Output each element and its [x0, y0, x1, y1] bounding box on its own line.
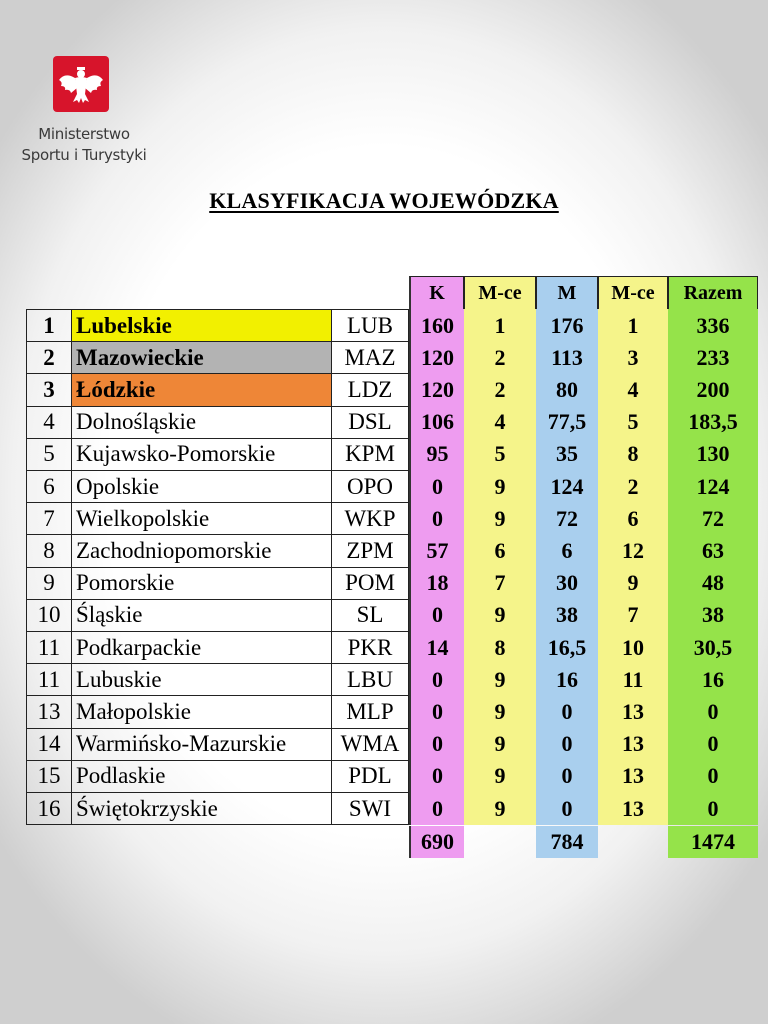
row-k-place: 9	[464, 728, 536, 761]
row-m-place: 13	[598, 728, 668, 761]
row-total: 233	[668, 341, 758, 374]
row-k-place: 5	[464, 438, 536, 471]
row-m-points: 16,5	[536, 631, 598, 664]
row-m-points: 35	[536, 438, 598, 471]
row-k-place: 9	[464, 599, 536, 632]
row-k-points: 120	[409, 373, 464, 406]
polish-eagle-emblem-icon	[53, 56, 109, 112]
row-k-place: 9	[464, 663, 536, 696]
row-region-name: Kujawsko-Pomorskie	[71, 438, 332, 471]
row-rank: 15	[26, 760, 72, 793]
row-region-code: POM	[331, 567, 409, 600]
row-total: 336	[668, 309, 758, 342]
row-rank: 5	[26, 438, 72, 471]
row-m-place: 4	[598, 373, 668, 406]
row-total: 16	[668, 663, 758, 696]
row-m-place: 11	[598, 663, 668, 696]
row-k-points: 0	[409, 728, 464, 761]
row-region-name: Zachodniopomorskie	[71, 534, 332, 567]
header-m-place: M-ce	[598, 276, 668, 310]
row-total: 38	[668, 599, 758, 632]
row-region-name: Wielkopolskie	[71, 502, 332, 535]
row-m-points: 16	[536, 663, 598, 696]
row-k-place: 9	[464, 760, 536, 793]
row-total: 0	[668, 760, 758, 793]
row-m-points: 0	[536, 695, 598, 728]
row-region-code: DSL	[331, 406, 409, 439]
row-k-place: 7	[464, 567, 536, 600]
row-region-code: MLP	[331, 695, 409, 728]
row-region-name: Podlaskie	[71, 760, 332, 793]
row-rank: 2	[26, 341, 72, 374]
ministry-logo-text	[4, 124, 164, 166]
row-k-place: 2	[464, 341, 536, 374]
row-m-points: 124	[536, 470, 598, 503]
row-total: 0	[668, 792, 758, 825]
row-region-code: WMA	[331, 728, 409, 761]
row-k-points: 0	[409, 695, 464, 728]
row-rank: 4	[26, 406, 72, 439]
row-m-place: 13	[598, 695, 668, 728]
row-m-points: 6	[536, 534, 598, 567]
row-m-place: 9	[598, 567, 668, 600]
row-total: 200	[668, 373, 758, 406]
row-region-name: Lubuskie	[71, 663, 332, 696]
row-m-place: 1	[598, 309, 668, 342]
row-region-name: Pomorskie	[71, 567, 332, 600]
row-total: 30,5	[668, 631, 758, 664]
row-k-place: 1	[464, 309, 536, 342]
header-k: K	[409, 276, 464, 310]
row-rank: 11	[26, 663, 72, 696]
row-m-points: 0	[536, 760, 598, 793]
row-k-place: 8	[464, 631, 536, 664]
row-k-points: 0	[409, 470, 464, 503]
row-k-points: 0	[409, 760, 464, 793]
row-rank: 1	[26, 309, 72, 342]
row-region-code: SWI	[331, 792, 409, 825]
row-region-code: ZPM	[331, 534, 409, 567]
row-m-place: 10	[598, 631, 668, 664]
row-region-code: MAZ	[331, 341, 409, 374]
row-total: 124	[668, 470, 758, 503]
row-k-points: 0	[409, 502, 464, 535]
row-total: 63	[668, 534, 758, 567]
row-k-points: 0	[409, 599, 464, 632]
ministry-line-2: Sportu i Turystyki	[21, 146, 147, 164]
row-total: 130	[668, 438, 758, 471]
row-rank: 7	[26, 502, 72, 535]
row-rank: 6	[26, 470, 72, 503]
row-region-name: Śląskie	[71, 599, 332, 632]
row-rank: 16	[26, 792, 72, 825]
row-region-code: PDL	[331, 760, 409, 793]
row-region-name: Lubelskie	[71, 309, 332, 342]
row-region-name: Opolskie	[71, 470, 332, 503]
row-total: 72	[668, 502, 758, 535]
row-m-points: 0	[536, 792, 598, 825]
row-rank: 10	[26, 599, 72, 632]
row-k-points: 160	[409, 309, 464, 342]
row-m-points: 30	[536, 567, 598, 600]
row-m-points: 176	[536, 309, 598, 342]
row-region-name: Mazowieckie	[71, 341, 332, 374]
row-k-place: 4	[464, 406, 536, 439]
row-k-points: 14	[409, 631, 464, 664]
row-m-points: 0	[536, 728, 598, 761]
row-m-place: 7	[598, 599, 668, 632]
row-k-points: 95	[409, 438, 464, 471]
page-title: KLASYFIKACJA WOJEWÓDZKA	[209, 188, 559, 213]
row-total: 48	[668, 567, 758, 600]
header-m: M	[536, 276, 598, 310]
row-k-points: 106	[409, 406, 464, 439]
row-region-code: SL	[331, 599, 409, 632]
header-k-place: M-ce	[464, 276, 536, 310]
row-m-place: 13	[598, 792, 668, 825]
row-total: 183,5	[668, 406, 758, 439]
row-m-place: 3	[598, 341, 668, 374]
row-k-points: 0	[409, 663, 464, 696]
row-region-code: WKP	[331, 502, 409, 535]
row-total: 0	[668, 728, 758, 761]
row-region-code: KPM	[331, 438, 409, 471]
row-region-code: LDZ	[331, 373, 409, 406]
row-k-points: 57	[409, 534, 464, 567]
row-region-name: Małopolskie	[71, 695, 332, 728]
row-k-place: 9	[464, 695, 536, 728]
row-m-points: 72	[536, 502, 598, 535]
row-m-points: 77,5	[536, 406, 598, 439]
row-k-place: 9	[464, 792, 536, 825]
row-m-points: 80	[536, 373, 598, 406]
row-k-points: 120	[409, 341, 464, 374]
row-k-place: 2	[464, 373, 536, 406]
total-m: 784	[536, 826, 598, 858]
row-m-place: 8	[598, 438, 668, 471]
row-m-place: 12	[598, 534, 668, 567]
row-region-name: Dolnośląskie	[71, 406, 332, 439]
row-m-place: 13	[598, 760, 668, 793]
ministry-line-1: Ministerstwo	[38, 125, 130, 143]
row-m-place: 6	[598, 502, 668, 535]
row-m-points: 38	[536, 599, 598, 632]
row-region-name: Warmińsko-Mazurskie	[71, 728, 332, 761]
row-region-code: LUB	[331, 309, 409, 342]
row-region-code: OPO	[331, 470, 409, 503]
total-razem: 1474	[668, 826, 758, 858]
row-total: 0	[668, 695, 758, 728]
row-rank: 3	[26, 373, 72, 406]
header-razem: Razem	[668, 276, 758, 310]
row-region-name: Świętokrzyskie	[71, 792, 332, 825]
row-rank: 14	[26, 728, 72, 761]
row-m-place: 2	[598, 470, 668, 503]
total-k: 690	[409, 826, 464, 858]
row-k-points: 0	[409, 792, 464, 825]
row-k-place: 6	[464, 534, 536, 567]
row-k-place: 9	[464, 502, 536, 535]
row-region-code: PKR	[331, 631, 409, 664]
row-m-points: 113	[536, 341, 598, 374]
row-region-name: Podkarpackie	[71, 631, 332, 664]
row-rank: 13	[26, 695, 72, 728]
row-k-place: 9	[464, 470, 536, 503]
row-rank: 8	[26, 534, 72, 567]
row-region-name: Łódzkie	[71, 373, 332, 406]
row-k-points: 18	[409, 567, 464, 600]
row-region-code: LBU	[331, 663, 409, 696]
row-rank: 11	[26, 631, 72, 664]
row-m-place: 5	[598, 406, 668, 439]
row-rank: 9	[26, 567, 72, 600]
